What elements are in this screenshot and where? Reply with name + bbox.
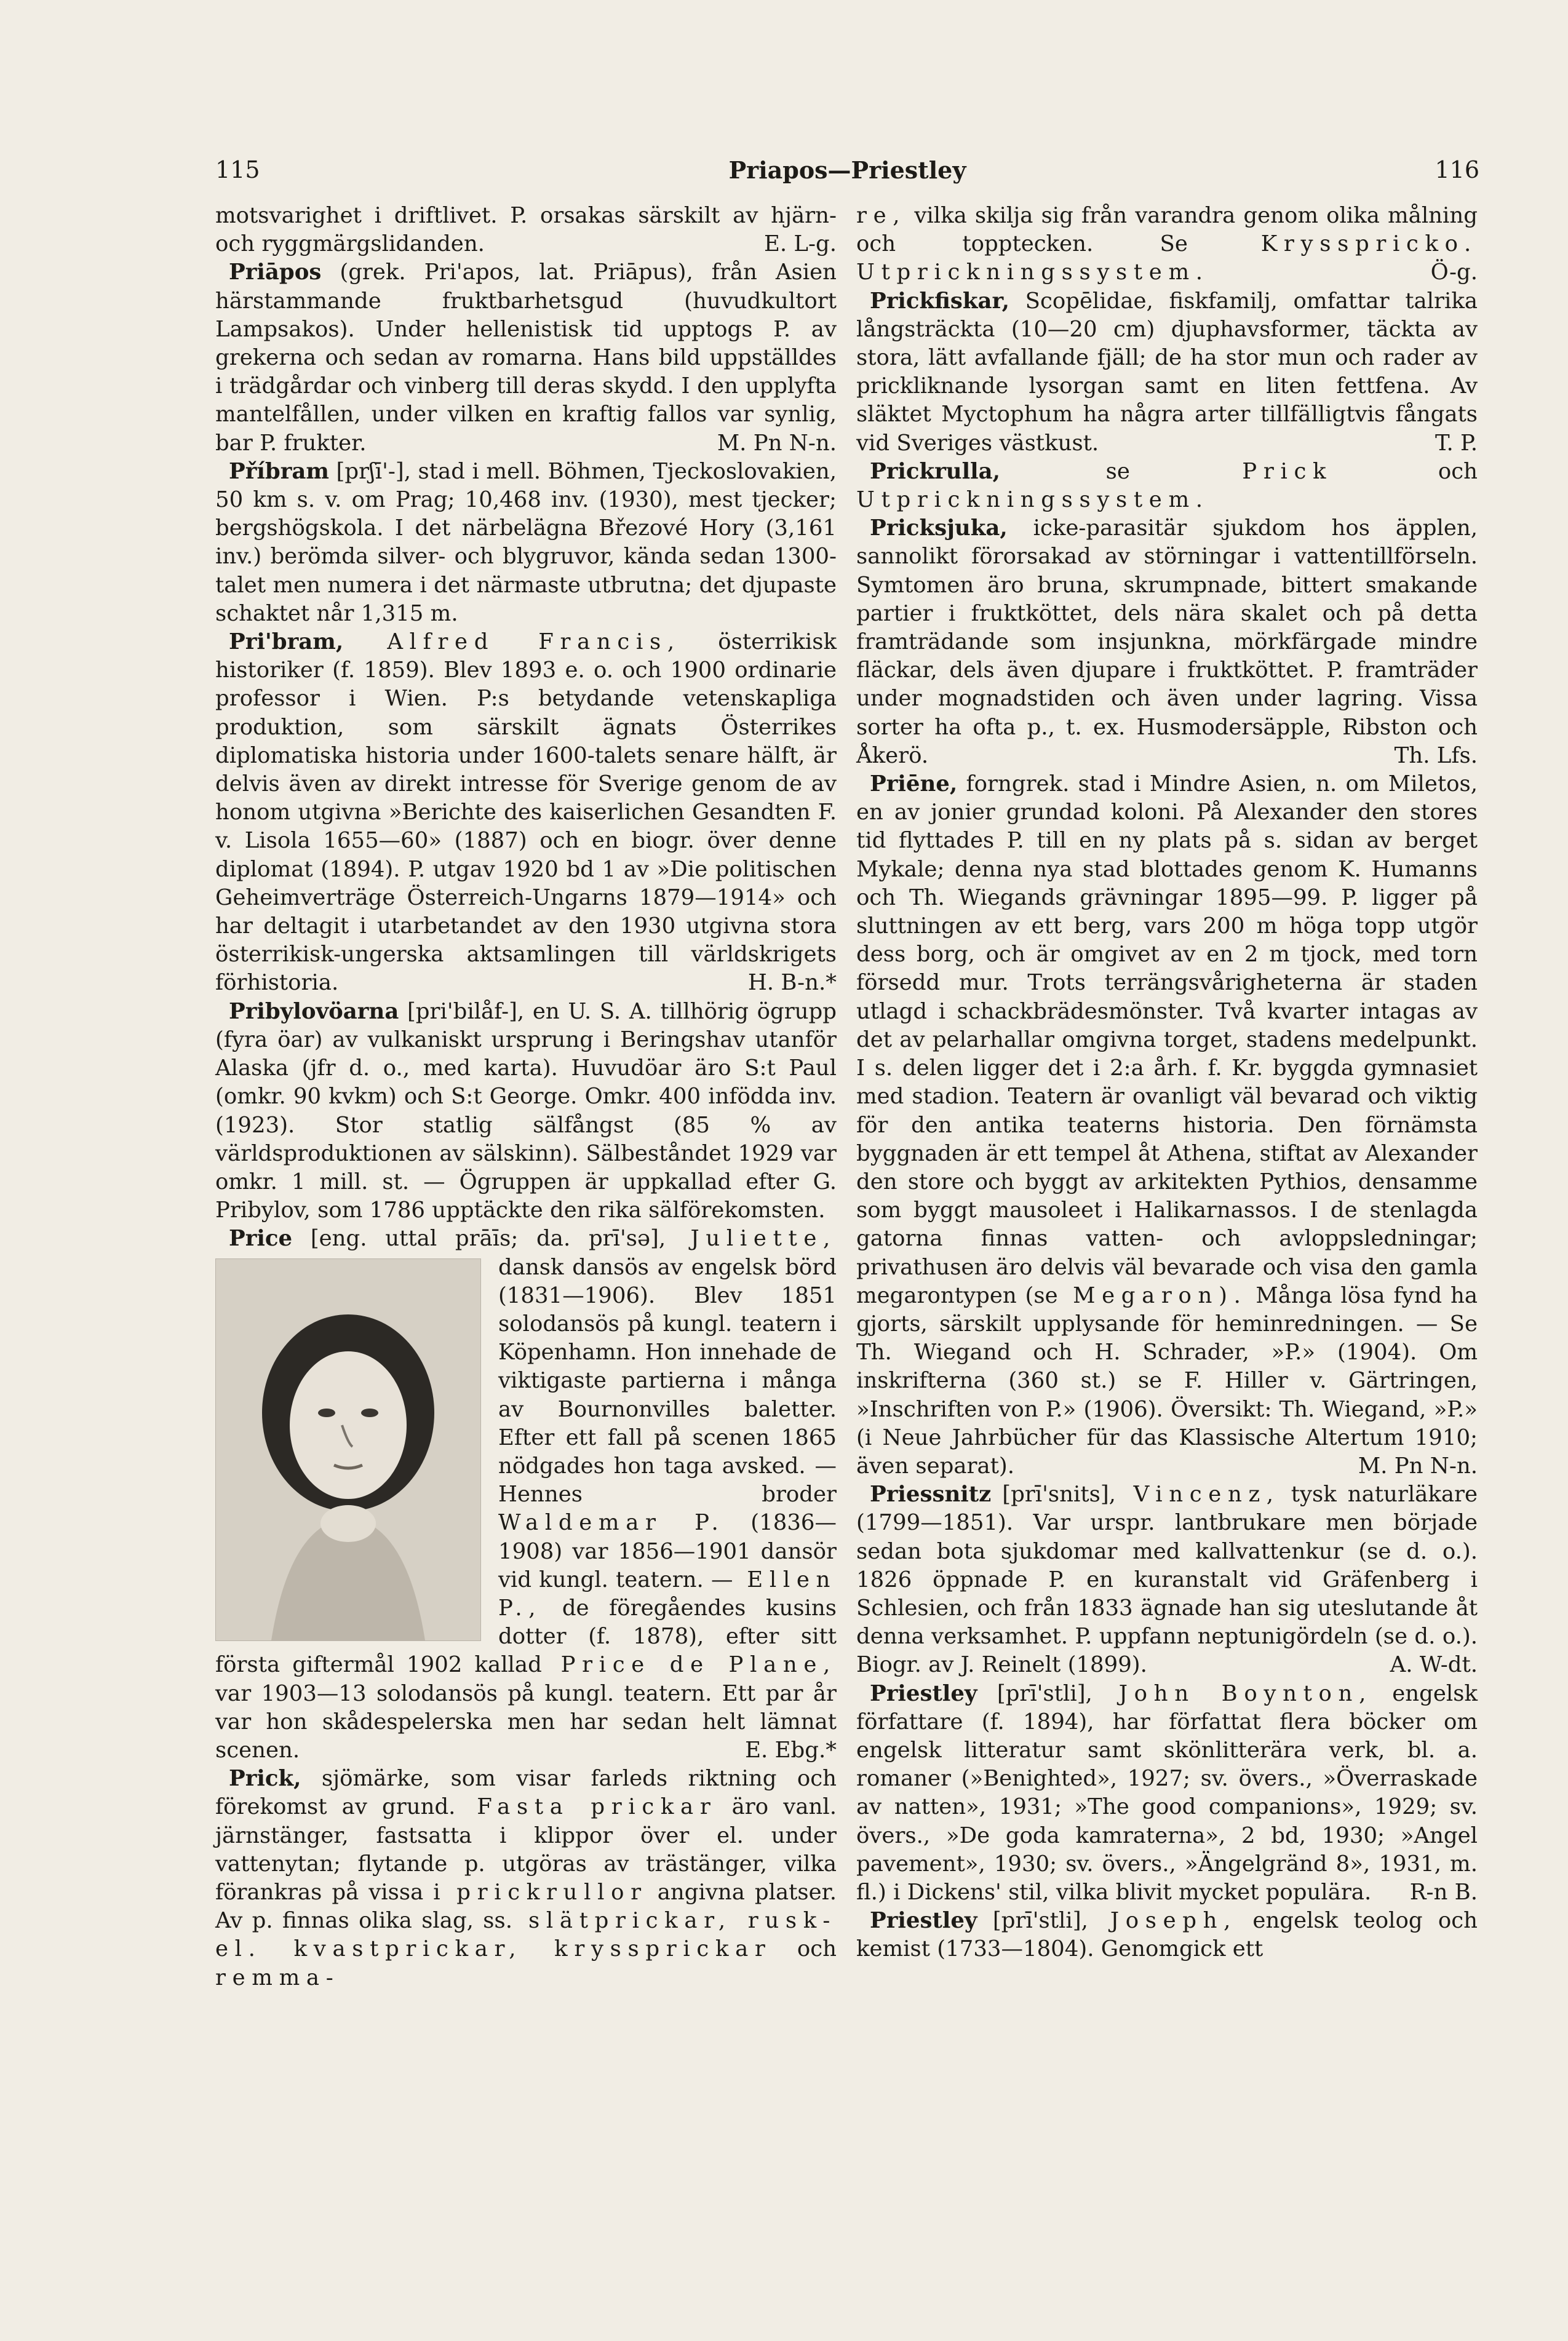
headword: Prick, (229, 1766, 301, 1792)
headword: Příbram (229, 458, 329, 484)
author-signature: Th. Lfs. (1394, 742, 1478, 768)
portrait-image (215, 1258, 481, 1641)
author-signature: T. P. (1435, 430, 1478, 456)
headword: Priessnitz (870, 1482, 992, 1508)
author-signature: Ö-g. (1430, 260, 1478, 285)
entry-prickrulla: Prickrulla, se Prick och Utprickningssystem. (856, 458, 1478, 513)
headword: Pribylovöarna (229, 998, 399, 1024)
entry-pricksjuka: Pricksjuka, icke-parasitär sjukdom hos äpplen, sannolikt förorsakad av störningar i vattentillförseln. Symtomen äro bruna, skrumpnade, bittert smakande partier i fruktköttet, dels nära skalet och på detta framträdande som insjunkna, mörkfärgade mindre fläckar, dels även djupare i fruktköttet. P. framträder under mognadstiden och även under lagring. Vissa sorter ha ofta p., t. ex. Husmodersäpple, Ribston och Åkerö. Th. Lfs. (856, 514, 1478, 770)
headword: Priēne, (870, 771, 958, 797)
entry-price: Price [eng. uttal prāīs; da. prī'sə], Juliette, dansk dansös av engelsk börd (1831—1906). Blev 1851 solodansös på kungl. teatern i Köpenhamn. Hon innehade de viktigaste partierna i många av Bournonvilles baletter. Efter ett fall på scenen 1865 nödgades hon taga avsked. — Hennes broder Waldemar P. (1836—1908) var 1856—1901 dansör vid kungl. teatern. — Ellen P., de föregåendes kusins dotter (f. 1878), efter sitt första giftermål 1902 kallad Price de Plane, var 1903—13 solodansös på kungl. teatern. Ett par år var hon skådespelerska men har sedan helt lämnat scenen. E. Ebg.* (215, 1225, 837, 1765)
headword: Priestley (870, 1908, 977, 1934)
entry-priessnitz: Priessnitz [prī'snits], Vincenz, tysk naturläkare (1799—1851). Var urspr. lantbrukare men började sedan bota sjukdomar med kallvattenkur (se d. o.). 1826 öppnade P. en kuranstalt vid Gräfenberg i Schlesien, och från 1833 ägnade han sig uteslutande åt denna verksamhet. P. uppfann neptunigördeln (se d. o.). Biogr. av J. Reinelt (1899). A. W-dt. (856, 1481, 1478, 1679)
author-signature: M. Pn N-n. (717, 430, 837, 456)
headword: Price (229, 1226, 293, 1252)
entry-pribylovoarna: Pribylovöarna [pri'bilåf-], en U. S. A. tillhörig ögrupp (fyra öar) av vulkaniskt ursprung i Beringshav utanför Alaska (jfr d. o., med karta). Huvudöar äro S:t Paul (omkr. 90 kvkm) och S:t George. Omkr. 400 infödda inv. (1923). Stor statlig sälfångst (85 % av världsproduktionen av sälskinn). Sälbeståndet 1929 var omkr. 1 mill. st. — Ögruppen är uppkallad efter G. Pribylov, som 1786 upptäckte den rika sälförekomsten. (215, 998, 837, 1223)
page-header (215, 156, 1479, 193)
headword: Prickrulla, (870, 458, 1000, 484)
entry-pribram-town: Příbram [prʃī'-], stad i mell. Böhmen, Tjeckoslovakien, 50 km s. v. om Prag; 10,468 inv. (1930), mest tjecker; bergshögskola. I det närbelägna Březové Hory (3,161 inv.) berömda silver- och blygruvor, kända sedan 1300-talet men numera i det närmaste utbrutna; det djupaste schaktet når 1,315 m. (215, 458, 837, 626)
headword: Prickfiskar, (870, 288, 1009, 314)
entry-continuation: motsvarighet i driftlivet. P. orsakas särskilt av hjärn- och ryggmärgslidanden. E. L-g. (215, 202, 837, 258)
page-number-left: 115 (215, 156, 260, 183)
entry-priapos: Priāpos (grek. Pri'apos, lat. Priāpus), från Asien härstammande fruktbarhetsgud (huvudkultort Lampsakos). Under hellenistisk tid upptogs P. av grekerna och sedan av romarna. Hans bild uppställdes i trädgårdar och vinberg till deras skydd. I den upplyfta mantelfållen, under vilken en kraftig fallos var synlig, bar P. frukter. M. Pn N-n. (215, 258, 837, 457)
entry-prick: Prick, sjömärke, som visar farleds riktning och förekomst av grund. Fasta prickar äro vanl. järnstänger, fastsatta i klippor över el. under vattenytan; flytande p. utgöras av trästänger, vilka förankras på vissa i prickrullor angivna platser. Av p. finnas olika slag, ss. slätprickar, rusk- el. kvastprickar, kryssprickar och remma- (215, 1766, 837, 1990)
left-column (215, 202, 837, 1992)
entry-pribram-historian: Pri'bram, Alfred Francis, österrikisk historiker (f. 1859). Blev 1893 e. o. och 1900 ordinarie professor i Wien. P:s betydande vetenskapliga produktion, som särskilt ägnats Österrikes diplomatiska historia under 1600-talets senare hälft, är delvis även av direkt intresse för Sverige genom de av honom utgivna »Berichte des kaiserlichen Gesandten F. v. Lisola 1655—60» (1887) och en biogr. över denne diplomat (1894). P. utgav 1920 bd 1 av »Die politischen Geheimverträge Österreich-Ungarns 1879—1914» och har deltagit i utarbetandet av den 1930 utgivna stora österrikisk-ungerska aktsamlingen till världskrigets förhistoria. H. B-n.* (215, 628, 837, 998)
portrait-illustration-icon (216, 1259, 480, 1640)
right-column (856, 202, 1478, 1964)
author-signature: M. Pn N-n. (1358, 1453, 1478, 1479)
headword: Pri'bram, (229, 629, 344, 655)
headword: Priāpos (229, 260, 322, 285)
author-signature: A. W-dt. (1390, 1652, 1478, 1678)
author-signature: E. L-g. (763, 231, 837, 257)
entry-continuation: re, vilka skilja sig från varandra genom olika målning och topptecken. Se Krysspricko. Utprickningssystem. Ö-g. (856, 202, 1478, 287)
running-title: Priapos—Priestley (728, 156, 966, 184)
author-signature: E. Ebg.* (745, 1737, 837, 1763)
headword: Priestley (870, 1680, 977, 1706)
headword: Pricksjuka, (870, 515, 1008, 541)
entry-priestley-joseph: Priestley [prī'stli], Joseph, engelsk teolog och kemist (1733—1804). Genomgick ett (856, 1908, 1478, 1962)
entry-priestley-john: Priestley [prī'stli], John Boynton, engelsk författare (f. 1894), har författat flera böcker om engelsk litteratur samt skönlitterära verk, bl. a. romaner (»Benighted», 1927; sv. övers., »Överraskade av natten», 1931; »The good companions», 1929; sv. övers., »De goda kamraterna», 2 bd, 1930; »Angel pavement», 1930; sv. övers., »Ängelgränd 8», 1931, m. fl.) i Dickens' stil, vilka blivit mycket populära. R-n B. (856, 1680, 1478, 1907)
author-signature: H. B-n.* (747, 970, 837, 996)
page-number-right: 116 (1435, 156, 1479, 183)
entry-prickfiskar: Prickfiskar, Scopēlidae, fiskfamilj, omfattar talrika långsträckta (10—20 cm) djuphavsformer, täckta av stora, lätt avfallande fjäll; de ha stor mun och rader av prickliknande lysorgan samt en liten fettfena. Av släktet Myctophum ha några arter tillfälligtvis fångats vid Sveriges västkust. T. P. (856, 287, 1478, 458)
author-signature: R-n B. (1409, 1879, 1478, 1905)
entry-priene: Priēne, forngrek. stad i Mindre Asien, n. om Miletos, en av jonier grundad koloni. På Alexander den stores tid flyttades P. till en ny plats på s. sidan av berget Mykale; denna nya stad blottades genom K. Humanns och Th. Wiegands grävningar 1895—99. P. ligger på sluttningen av ett berg, vars 200 m höga topp utgör dess borg, och är omgivet av en 2 m tjock, med torn försedd mur. Trots terrängsvårigheterna är staden utlagd i schackbrädesmönster. Två kvarter intagas av det av pelarhallar omgivna torget, stadens medelpunkt. I s. delen ligger det i 2:a årh. f. Kr. byggda gymnasiet med stadion. Teatern är ovanligt väl bevarad och viktig för den antika teaterns historia. Den förnämsta byggnaden är ett tempel åt Athena, stiftat av Alexander den store och byggt av arkitekten Pythios, densamme som byggt mausoleet i Halikarnassos. I de stenlagda gatorna finnas vatten- och avloppsledningar; privathusen äro delvis väl bevarade och visa den gamla megarontypen (se Megaron). Många lösa fynd ha gjorts, särskilt upplysande för heminredningen. — Se Th. Wiegand och H. Schrader, »P.» (1904). Om inskrifterna (360 st.) se F. Hiller v. Gärtringen, »Inschriften von P.» (1906). Översikt: Th. Wiegand, »P.» (i Neue Jahrbücher für das Klassische Altertum 1910; även separat). M. Pn N-n. (856, 770, 1478, 1481)
